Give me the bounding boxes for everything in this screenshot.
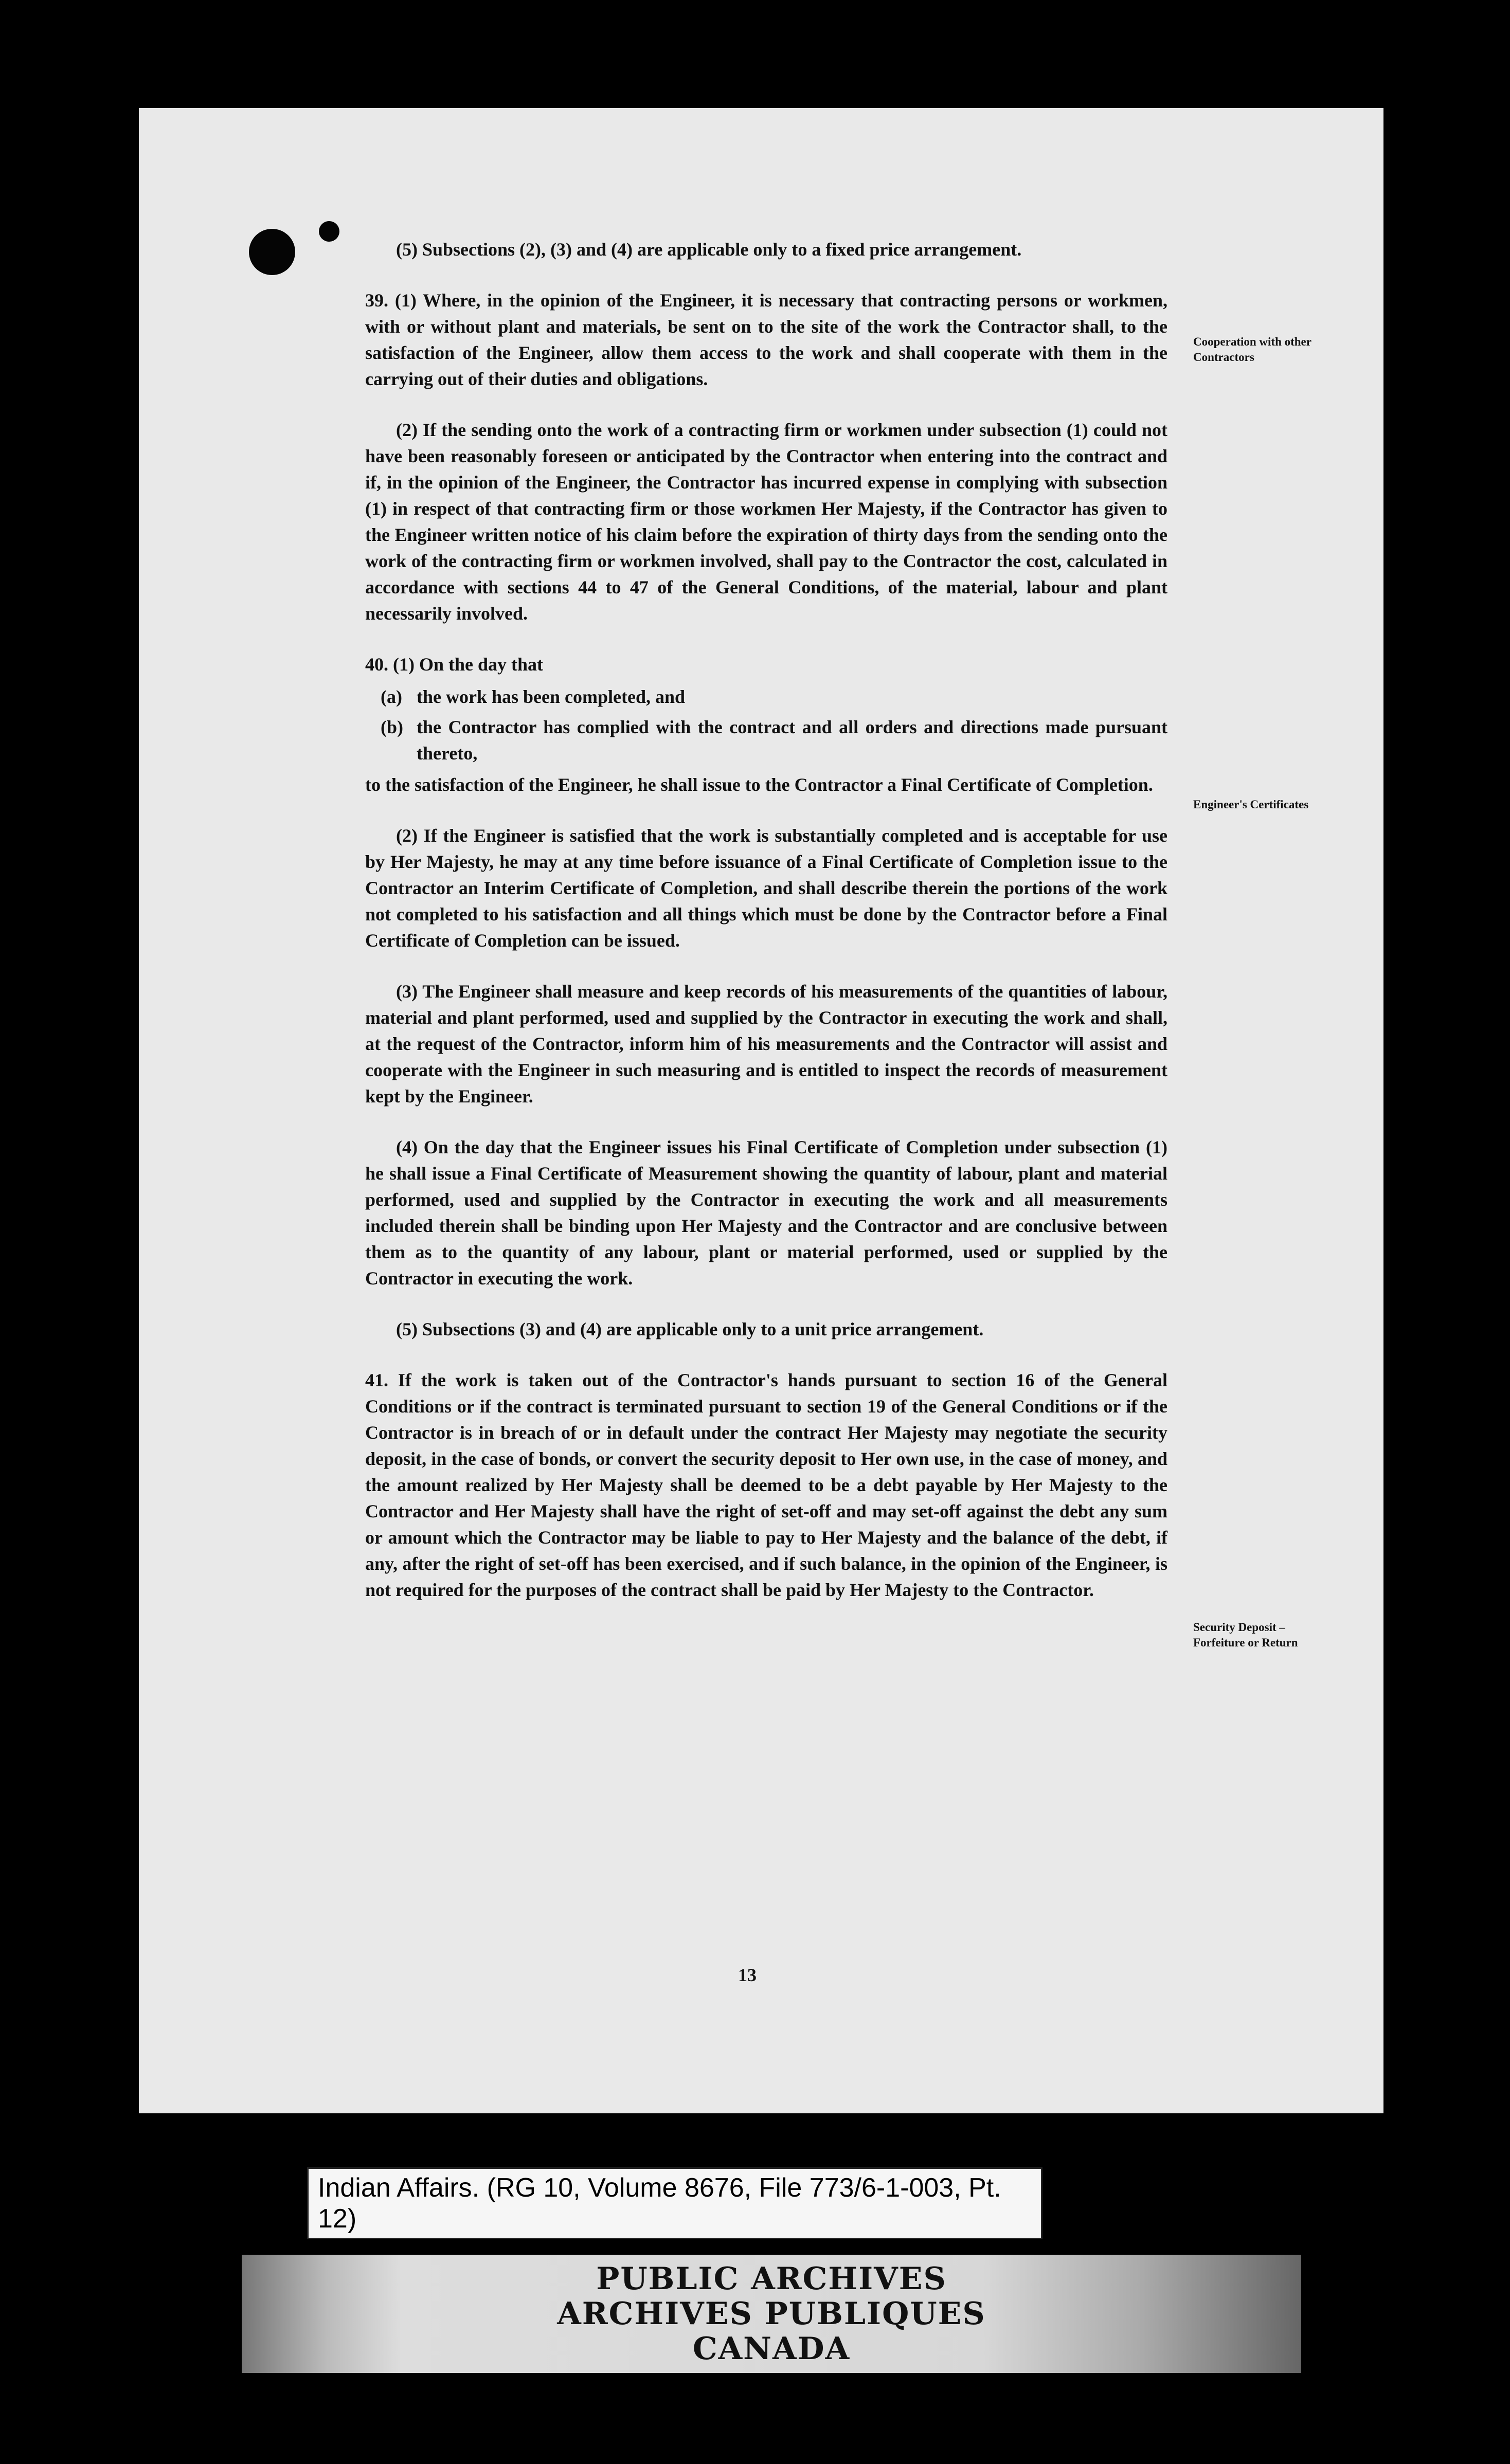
item-text: the Contractor has complied with the contract and all orders and directions made pursuant thereto, [417,717,1167,764]
archive-reference-label: Indian Affairs. (RG 10, Volume 8676, File 773/6-1-003, Pt. 12) [307,2167,1042,2239]
punch-hole-small [319,221,339,242]
paragraph-40-5: (5) Subsections (3) and (4) are applicable only to a unit price arrangement. [396,1319,984,1339]
paragraph-40-3: (3) The Engineer shall measure and keep records of his measurements of the quantities of labour, material and plant performed, used and supplied by the Contractor in executing the work and shall, at the request of the Contractor, inform him of his measurements and the Contractor will assist and cooperate with the Engineer in such measuring and is entitled to inspect the records of measurement kept by the Engineer. [365,981,1167,1107]
list-item [365,684,1167,710]
paragraph-38-5: (5) Subsections (2), (3) and (4) are applicable only to a fixed price arrangement. [396,239,1022,260]
document-body [365,237,1167,1628]
margin-note-security: Security Deposit – Forfeiture or Return [1193,1621,1298,1649]
paragraph-40-4: (4) On the day that the Engineer issues his Final Certificate of Completion under subsection (1) he shall issue a Final Certificate of Measurement showing the quantity of labour, plant and material performed, used and supplied by the Contractor in executing the work and all measurements included therein shall be binding upon Her Majesty and the Contractor and are conclusive between them as to the quantity of any labour, plant or material performed, used or supplied by the Contractor in executing the work. [365,1137,1167,1289]
margin-note-certificates: Engineer's Certificates [1193,798,1309,811]
clause-40-items [365,684,1167,767]
paragraph-39-2: (2) If the sending onto the work of a contracting firm or workmen under subsection (1) could not have been reasonably foreseen or anticipated by the Contractor when entering into the contract and if, in the opinion of the Engineer, the Contractor has incurred expense in complying with subsection (1) in respect of that contracting firm or those workmen Her Majesty, if the Contractor has given to the Engineer written notice of his claim before the expiration of thirty days from the sending onto the work of the contracting firm or workmen involved, shall pay to the Contractor the cost, calculated in accordance with sections 44 to 47 of the General Conditions, of the material, labour and plant necessarily involved. [365,420,1167,624]
item-label: (b) [381,717,403,737]
paragraph-41: 41. If the work is taken out of the Contractor's hands pursuant to section 16 of the General Conditions or if the contract is terminated pursuant to section 19 of the General Conditions or if the Contractor is in breach of or in default under the contract Her Majesty may negotiate the security deposit, in the case of bonds, or convert the security deposit to Her own use, in the case of money, and the amount realized by Her Majesty shall be deemed to be a debt payable by Her Majesty to the Contractor and Her Majesty shall have the right of set-off and may set-off against the debt any sum or amount which the Contractor may be liable to pay to Her Majesty and the balance of the debt, if any, after the right of set-off has been exercised, and if such balance, in the opinion of the Engineer, is not required for the purposes of the contract shall be paid by Her Majesty to the Contractor. [365,1370,1167,1600]
stamp-line-1: PUBLIC ARCHIVES [596,2261,947,2297]
archives-stamp [242,2255,1301,2373]
page-number: 13 [738,1965,757,1985]
stamp-line-2: ARCHIVES PUBLIQUES [557,2296,986,2332]
document-page [139,108,1383,2113]
item-text: the work has been completed, and [417,686,686,707]
paragraph-40-2: (2) If the Engineer is satisfied that the work is substantially completed and is acceptable for use by Her Majesty, he may at any time before issuance of a Final Certificate of Completion issue to the Contractor an Interim Certificate of Completion, and shall describe therein the portions of the work not completed to his satisfaction and all things which must be done by the Contractor before a Final Certificate of Completion can be issued. [365,825,1167,951]
margin-note-cooperation: Cooperation with other Contractors [1193,335,1311,364]
paragraph-40-1-cont: to the satisfaction of the Engineer, he shall issue to the Contractor a Final Certificate of Completion. [365,774,1153,795]
item-label: (a) [381,686,402,707]
list-item [365,714,1167,767]
stamp-line-3: CANADA [692,2331,851,2367]
paragraph-40-1: 40. (1) On the day that [365,654,544,675]
punch-hole [249,229,295,275]
paragraph-39-1: 39. (1) Where, in the opinion of the Engineer, it is necessary that contracting persons or workmen, with or without plant and materials, be sent on to the site of the work the Contractor shall, to the satisfaction of the Engineer, allow them access to the work and shall cooperate with them in the carrying out of their duties and obligations. [365,290,1167,389]
